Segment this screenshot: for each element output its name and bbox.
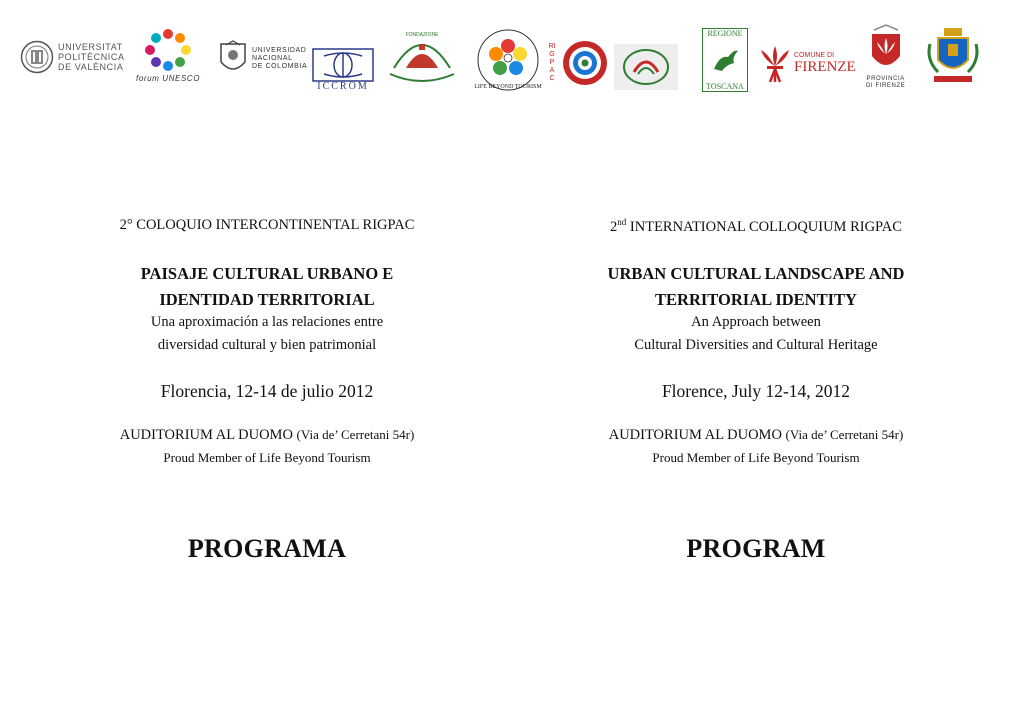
upv-name-line: DE VALÈNCIA: [58, 62, 124, 72]
event-subtitle-line: diversidad cultural y bien patrimonial: [157, 337, 377, 353]
provincia-label: DI FIRENZE: [866, 83, 906, 89]
venue-line: [47, 427, 487, 444]
provincia-firenze-logo: [866, 24, 905, 90]
event-subtitle-line: Cultural Diversities and Cultural Heritage: [634, 337, 878, 353]
emblem-logo: [614, 44, 678, 90]
event-date: Florence, July 12-14, 2012: [661, 381, 851, 401]
program-heading: PROGRAM: [686, 534, 826, 563]
venue-address: (Via de’ Cerretani 54r): [785, 427, 904, 442]
rigpac-vertical-label: RIGPAC: [548, 43, 556, 82]
event-title-line: PAISAJE CULTURAL URBANO E: [140, 264, 394, 283]
event-subtitle-line: An Approach between: [691, 314, 821, 330]
colloquium-header: 2° COLOQUIO INTERCONTINENTAL RIGPAC: [119, 217, 415, 233]
membership-note: Proud Member of Life Beyond Tourism: [163, 450, 371, 465]
firenze-label: FIRENZE: [794, 59, 856, 75]
venue-name: AUDITORIUM AL DUOMO: [608, 427, 782, 443]
rigpac-target-icon: [560, 38, 610, 88]
sponsor-logo-strip: [18, 22, 1006, 100]
comune-firenze-logo: [758, 44, 856, 84]
membership-note: Proud Member of Life Beyond Tourism: [652, 450, 860, 465]
event-title-line: IDENTIDAD TERRITORIAL: [159, 290, 375, 309]
florence-lily-icon: [758, 44, 792, 84]
unal-name-line: UNIVERSIDAD: [252, 47, 307, 54]
program-heading: PROGRAMA: [187, 534, 347, 563]
regione-toscana-logo: [702, 28, 748, 92]
rigpac-logo: [548, 38, 610, 88]
toscana-label: TOSCANA: [706, 82, 744, 91]
regione-label: REGIONE: [707, 29, 743, 38]
comune-crest-logo: [924, 26, 982, 86]
iccrom-label: ICCROM: [317, 81, 369, 92]
venue-line: [536, 427, 976, 444]
unal-shield-icon: [218, 40, 248, 78]
event-date: Florencia, 12-14 de julio 2012: [160, 381, 374, 401]
comune-di-label: COMUNE DI: [794, 52, 835, 59]
colloquium-header: [536, 217, 976, 236]
upv-name-line: UNIVERSITAT: [58, 42, 123, 52]
venue-name: AUDITORIUM AL DUOMO: [119, 427, 293, 443]
event-subtitle-line: Una aproximación a las relaciones entre: [150, 314, 384, 330]
unal-name-line: DE COLOMBIA: [252, 63, 308, 70]
regione-toscana-frame: [702, 28, 748, 92]
forum-unesco-label: forum UNESCO: [136, 74, 201, 83]
event-title-line: TERRITORIAL IDENTITY: [655, 290, 857, 309]
provincia-label: PROVINCIA: [866, 76, 905, 82]
fondazione-dome-icon: [386, 28, 458, 92]
iccrom-logo: [312, 48, 374, 92]
pegasus-icon: [710, 45, 740, 75]
iccrom-emblem-icon: [312, 48, 374, 82]
forum-unesco-hands-icon: [140, 26, 196, 76]
provincia-shield-icon: [868, 24, 904, 76]
unal-logo: [218, 40, 307, 78]
header-text: INTERNATIONAL COLLOQUIUM RIGPAC: [626, 219, 902, 235]
svg-text:LIFE BEYOND TOURISM: LIFE BEYOND TOURISM: [474, 84, 542, 90]
venue-address: (Via de’ Cerretani 54r): [296, 427, 415, 442]
green-emblem-icon: [614, 44, 678, 90]
forum-unesco-logo: [136, 26, 200, 84]
svg-text:FONDAZIONE: FONDAZIONE: [405, 32, 439, 38]
upv-seal-icon: [20, 40, 54, 74]
fondazione-logo: [386, 28, 458, 92]
crest-icon: [924, 26, 982, 86]
header-ordinal: 2: [610, 219, 618, 235]
life-beyond-tourism-logo: [466, 26, 550, 96]
upv-name-line: POLITÈCNICA: [58, 52, 125, 62]
event-title-line: URBAN CULTURAL LANDSCAPE AND: [607, 264, 905, 283]
life-beyond-tourism-flower-icon: [466, 26, 550, 96]
header-ordinal-suffix: nd: [617, 217, 627, 227]
unal-name-line: NACIONAL: [252, 55, 293, 62]
upv-logo: [20, 40, 125, 74]
